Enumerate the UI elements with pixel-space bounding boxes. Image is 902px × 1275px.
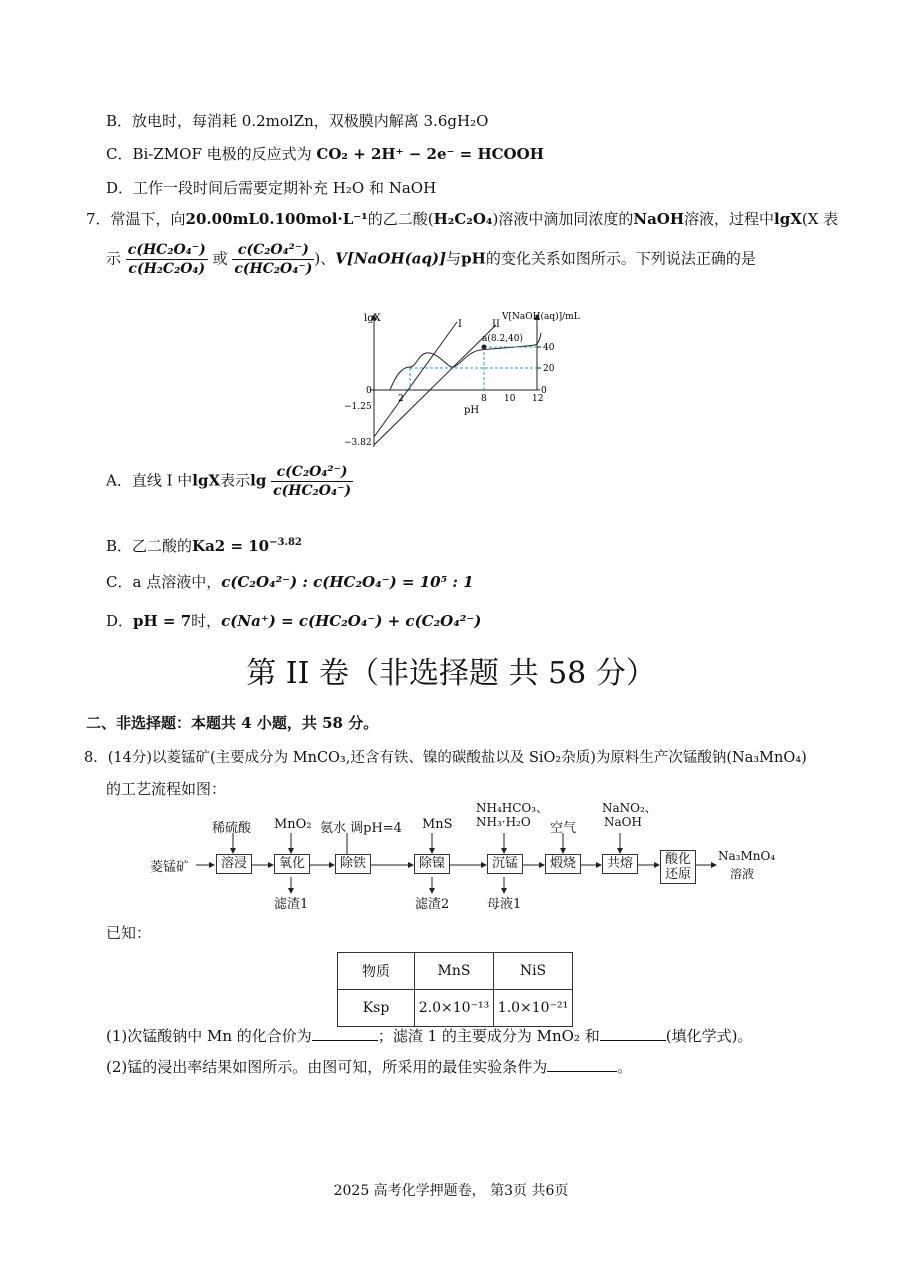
flow-input-nh3h2o: NH₃·H₂O — [476, 815, 531, 829]
q7-lgx: lgX — [774, 210, 802, 228]
flow-input-nh4hco3: NH₄HCO₃、 — [476, 801, 549, 815]
flow-output-residue2: 滤渣2 — [415, 897, 450, 912]
x-label: pH — [464, 405, 480, 416]
section-title: 第 II 卷（非选择题 共 58 分） — [246, 656, 656, 691]
answer-blank-valence[interactable] — [312, 1026, 378, 1041]
q8-stem-line1: 8．(14分)以菱锰矿(主要成分为 MnCO₃,还含有铁、镍的碳酸盐以及 SiO₂杂质)为原料生产次锰酸钠(Na₃MnO₄) — [84, 750, 807, 766]
fraction-denominator: c(HC₂O₄⁻) — [273, 483, 352, 499]
table-row — [338, 990, 573, 1027]
table-header-substance: 物质 — [338, 953, 415, 990]
q7-stem-line1 — [86, 208, 838, 229]
q7-text: 与 — [446, 249, 462, 268]
q7-option-c-prefix: C．a 点溶液中， — [106, 573, 222, 591]
fraction-denominator: c(H₂C₂O₄) — [128, 261, 206, 277]
line1-label: I — [458, 319, 462, 330]
q6-option-b: B．放电时，每消耗 0.2molZn，双极膜内解离 3.6gH₂O — [106, 112, 489, 130]
q7-option-d-formula: c(Na⁺) = c(HC₂O₄⁻) + c(C₂O₄²⁻) — [221, 612, 482, 630]
flow-start: 菱锰矿 — [150, 860, 190, 875]
answer-blank-residue[interactable] — [600, 1026, 666, 1041]
flow-input-h2so4: 稀硫酸 — [212, 821, 252, 836]
answer-blank-condition[interactable] — [547, 1057, 617, 1072]
q7-text: 示 — [106, 249, 122, 268]
q7-option-a — [106, 464, 353, 499]
q7-text: 7．常温下，向 — [86, 210, 186, 228]
flow-box-remove-iron: 除铁 — [335, 854, 371, 874]
q7-text: )溶液中滴加同浓度的 — [492, 210, 634, 228]
q8-known: 已知： — [106, 924, 152, 942]
q7-option-d-ph: pH = 7 — [133, 612, 192, 630]
q7-option-d-mid: 时， — [191, 612, 222, 630]
fraction-numerator: c(HC₂O₄⁻) — [127, 242, 206, 258]
flow-end-product: Na₃MnO₄ — [718, 849, 776, 863]
section-heading: 二、非选择题：本题共 4 小题，共 58 分。 — [86, 714, 379, 732]
x-tick-2: 2 — [398, 394, 404, 404]
flow-box-acidify-reduce: 酸化还原 — [660, 850, 696, 884]
table-cell-nis-ksp: 1.0×10⁻²¹ — [494, 990, 573, 1027]
y-tick-0: 0 — [366, 386, 372, 396]
flow-input-ammonia: 氨水 调pH=4 — [320, 821, 402, 836]
q7-ph: pH — [461, 249, 486, 268]
q7-option-c-formula: c(C₂O₄²⁻) : c(HC₂O₄⁻) = 10⁵ : 1 — [221, 573, 474, 591]
q8-sub1-text: (填化学式)。 — [665, 1027, 753, 1045]
line-1 — [374, 322, 457, 437]
q7-text: 溶液，过程中 — [684, 210, 775, 228]
q7-text: 的变化关系如图所示。下列说法正确的是 — [485, 249, 756, 268]
x-tick-10: 10 — [504, 394, 516, 404]
q7-option-d-prefix: D． — [106, 612, 134, 630]
q7-option-a-lg: lg — [250, 471, 267, 490]
q6-option-c-prefix: C．Bi-ZMOF 电极的反应式为 — [106, 145, 312, 163]
q8-sub2-text: 。 — [617, 1058, 633, 1076]
page-footer: 2025 高考化学押题卷， 第3页 共6页 — [333, 1183, 569, 1199]
x-tick-8: 8 — [481, 394, 487, 404]
q8-sub2-text: (2)锰的浸出率结果如图所示。由图可知，所采用的最佳实验条件为 — [106, 1058, 548, 1076]
flow-output-residue1: 滤渣1 — [274, 897, 309, 912]
q8-stem-line2: 的工艺流程如图： — [106, 780, 227, 798]
point-a — [482, 345, 487, 350]
q8-sub1-text: ；滤渣 1 的主要成分为 MnO₂ 和 — [377, 1027, 600, 1045]
q7-concentration: 20.00mL0.100mol·L⁻¹ — [185, 210, 368, 228]
q7-option-d — [106, 610, 481, 631]
y-tick-neg382: −3.82 — [344, 438, 372, 448]
flow-input-naoh: NaOH — [604, 815, 642, 829]
flow-box-oxidize: 氧化 — [274, 854, 310, 874]
point-a-label: a(8.2,40) — [482, 334, 524, 344]
fraction-numerator: c(C₂O₄²⁻) — [271, 464, 353, 482]
q6-option-d: D．工作一段时间后需要定期补充 H₂O 和 NaOH — [106, 179, 437, 197]
q7-option-a-fraction — [271, 464, 353, 499]
q8-sub1 — [106, 1025, 752, 1046]
x-tick-12: 12 — [532, 394, 544, 404]
fraction-denominator: c(HC₂O₄⁻) — [234, 261, 313, 277]
q7-option-b-exponent: −3.82 — [269, 537, 302, 548]
q7-text: 的乙二酸( — [367, 210, 434, 228]
flow-output-mother-liquor: 母液1 — [487, 897, 522, 912]
process-flowchart — [150, 801, 800, 915]
q7-option-b-prefix: B．乙二酸的 — [106, 537, 193, 555]
q6-option-c — [106, 143, 544, 164]
y-right-label: V[NaOH(aq)]/mL — [502, 312, 580, 322]
q7-naoh: NaOH — [633, 210, 685, 228]
y-right-tick-20: 20 — [543, 364, 555, 374]
q7-option-b — [106, 535, 302, 556]
table-row — [338, 953, 573, 990]
q7-or: 或 — [212, 249, 228, 268]
q7-acid-formula: H₂C₂O₄ — [433, 210, 493, 228]
flow-box-dissolve: 溶浸 — [216, 854, 252, 874]
q8-sub2 — [106, 1056, 632, 1077]
y-right-tick-0: 0 — [541, 386, 547, 396]
q7-v-naoh: V[NaOH(aq)] — [335, 249, 447, 268]
q6-option-c-formula: CO₂ + 2H⁺ − 2e⁻ = HCOOH — [316, 145, 544, 163]
table-cell-mns-ksp: 2.0×10⁻¹³ — [415, 990, 494, 1027]
fraction-numerator: c(C₂O₄²⁻) — [232, 242, 314, 260]
table-row-label-ksp: Ksp — [338, 990, 415, 1027]
q7-option-c — [106, 571, 474, 592]
q7-fraction-1 — [126, 242, 208, 277]
q7-graph — [330, 305, 590, 455]
q7-stem-line2 — [106, 242, 756, 277]
flow-box-calcine: 煅烧 — [545, 854, 581, 874]
q7-option-a-mid: 表示 — [220, 471, 251, 490]
q7-option-a-lgx: lgX — [192, 471, 221, 490]
ksp-table — [337, 952, 573, 1027]
flow-box-co-melt: 共熔 — [602, 854, 638, 874]
flow-input-mno2: MnO₂ — [274, 817, 312, 832]
table-header-nis: NiS — [494, 953, 573, 990]
table-header-mns: MnS — [415, 953, 494, 990]
q7-option-a-prefix: A．直线 I 中 — [106, 471, 193, 490]
flow-input-nano2: NaNO₂、 — [602, 801, 657, 815]
flow-box-remove-nickel: 除镍 — [414, 854, 450, 874]
line2-label: II — [492, 319, 500, 330]
q7-text: (X 表 — [801, 210, 839, 228]
y-right-tick-40: 40 — [543, 343, 555, 353]
q7-text: )、 — [314, 249, 336, 268]
y-left-label: lgX — [364, 313, 381, 324]
q7-fraction-2 — [232, 242, 314, 277]
flow-box-precipitate-mn: 沉锰 — [487, 854, 523, 874]
flow-input-air: 空气 — [550, 821, 577, 836]
flow-end-solution: 溶液 — [730, 867, 755, 881]
flow-input-mns: MnS — [422, 817, 453, 832]
y-tick-neg125: −1.25 — [344, 402, 372, 412]
q7-option-b-formula: Ka2 = 10 — [192, 537, 270, 555]
q8-sub1-text: (1)次锰酸钠中 Mn 的化合价为 — [106, 1027, 312, 1045]
